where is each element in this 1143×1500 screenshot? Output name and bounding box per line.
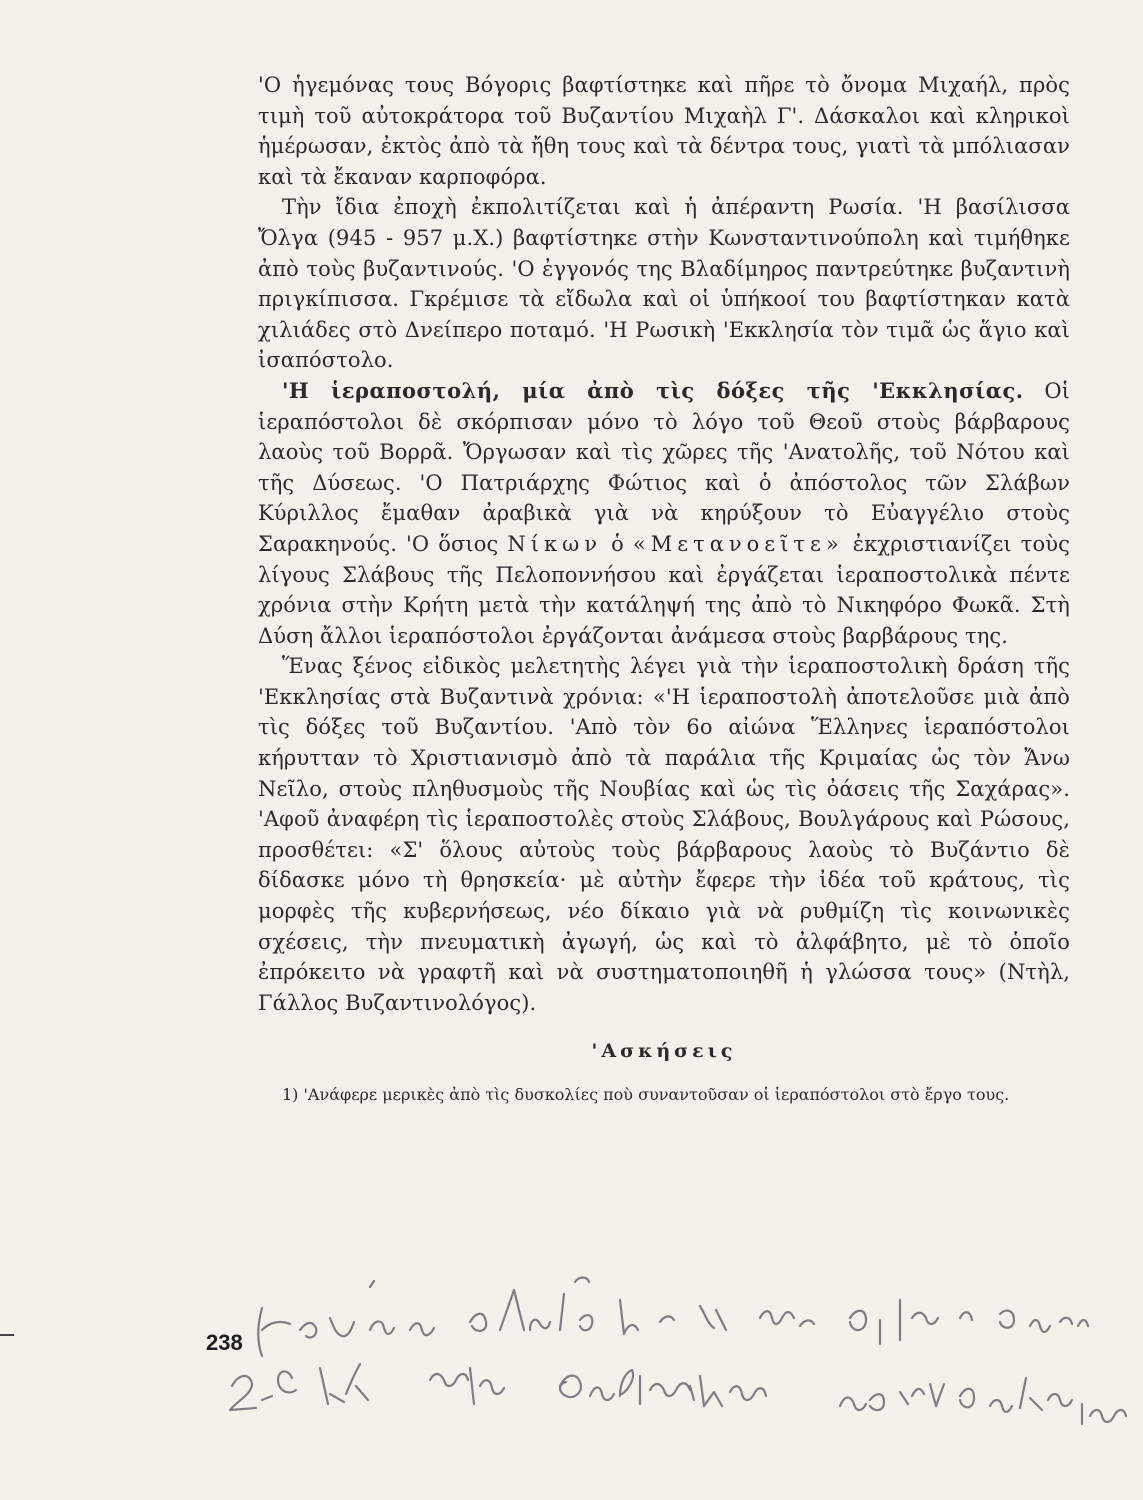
missions-text-part3: ἐκχριστιανίζει τοὺς λίγους Σλάβους τῆς Πελοποννήσου καὶ ἐργάζεται ἱεραποστολικὰ πέντε χρόνια στὴν Κρήτη μετὰ τὴν κατάληψή της ἀπὸ τὸ Νικηφόρο Φωκᾶ. Στὴ Δύση ἄλλοι ἱεραπόστολοι ἐργάζονται ἀνάμεσα στοὺς βαρβάρους της. <box>258 531 1070 648</box>
exercise-item-1: 1) 'Ανάφερε μερικὲς ἀπὸ τὶς δυσκολίες ποὺ συναντοῦσαν οἱ ἱεραπόστολοι στὸ ἔργο τους. <box>282 1085 1010 1105</box>
paragraph-scholar-quote: Ἕνας ξένος εἰδικὸς μελετητὴς λέγει γιὰ τὴν ἱεραποστολικὴ δράση τῆς 'Εκκλησίας στὰ Βυζαντινὰ χρόνια: «'Η ἱεραποστολὴ ἀποτελοῦσε μιὰ ἀπὸ τὶς δόξες τοῦ Βυζαντίου. 'Απὸ τὸν 6ο αἰώνα Ἕλληνες ἱεραπόστολοι κήρυτταν τὸ Χριστιανισμὸ ἀπὸ τὰ παράλια τῆς Κριμαίας ὡς τὸν Ἄνω Νεῖλο, στοὺς πληθυσμοὺς τῆς Νουβίας καὶ ὡς τὶς ὀάσεις τῆς Σαχάρας». 'Αφοῦ ἀναφέρη τὶς ἱεραποστολὲς στοὺς Σλάβους, Βουλγάρους καὶ Ρώσους, προσθέτει: «Σ' ὅλους αὐτοὺς τοὺς βάρβαρους λαοὺς τὸ Βυζάντιο δὲ δίδασκε μόνο τὴ θρησκεία· μὲ αὐτὴν ἔφερε τὴν ἰδέα τοῦ κράτους, τὶς μορφὲς τῆς κυβερνήσεως, νέο δίκαιο γιὰ νὰ ρυθμίζη τὶς κοινωνικὲς σχέσεις, τὴν πνευματικὴ ἀγωγή, ὡς καὶ τὸ ἀλφάβητο, μὲ τὸ ὁποῖο ἐπρόκειτο νὰ γραφτῆ καὶ νὰ συστηματοποιηθῆ ἡ γλώσσα τους» (Ντὴλ, Γάλλος Βυζαντινολόγος). <box>258 654 1070 1015</box>
handwriting-small-mark <box>370 1278 589 1288</box>
handwriting-line-2 <box>230 1364 1126 1424</box>
body-text <box>258 70 1070 1106</box>
spaced-name-nikon: Νίκων <box>507 531 603 556</box>
paragraph-russia: Τὴν ἴδια ἐποχὴ ἐκπολιτίζεται καὶ ἡ ἀπέραντη Ρωσία. 'Η βασίλισσα Ὄλγα (945 - 957 μ.Χ.) βαφτίστηκε στὴν Κωνσταντινούπολη καὶ τιμήθηκε ἀπὸ τοὺς βυζαντινούς. 'Ο ἐγγονός της Βλαδίμηρος παντρεύτηκε βυζαντινὴ πριγκίπισσα. Γκρέμισε τὰ εἴδωλα καὶ οἱ ὑπήκοοί του βαφτίστηκαν κατὰ χιλιάδες στὸ Δνείπερο ποταμό. 'Η Ρωσικὴ 'Εκκλησία τὸν τιμᾶ ὡς ἅγιο καὶ ἰσαπόστολο. <box>258 195 1070 373</box>
missions-bold-heading: 'Η ἱεραποστολή, μία ἀπὸ τὶς δόξες τῆς 'Εκκλησίας. <box>282 377 1024 403</box>
paragraph-missions <box>258 376 1070 651</box>
spaced-nickname: «Μετανοεῖτε» <box>632 531 844 556</box>
exercises-heading: 'Ασκήσεις <box>591 1040 737 1063</box>
paragraph-bogoris: 'Ο ἡγεμόνας τους Βόγορις βαφτίστηκε καὶ πῆρε τὸ ὄνομα Μιχαήλ, πρὸς τιμὴ τοῦ αὐτοκράτορα τοῦ Βυζαντίου Μιχαὴλ Γ'. Δάσκαλοι καὶ κληρικοὶ ἡμέρωσαν, ἐκτὸς ἀπὸ τὰ ἤθη τους καὶ τὰ δέντρα τους, γιατὶ τὰ μπόλιασαν καὶ τὰ ἔκαναν καρποφόρα. <box>258 73 1070 189</box>
margin-tick-mark <box>0 1334 14 1336</box>
handwriting-line-1 <box>258 1290 1088 1356</box>
missions-text-part1: Οἱ ἱεραπόστολοι δὲ σκόρπισαν μόνο τὸ λόγο τοῦ Θεοῦ στοὺς βάρβαρους λαοὺς τοῦ Βορρᾶ. Ὄργωσαν καὶ τὶς χῶρες τῆς 'Ανατολῆς, τοῦ Νότου καὶ τῆς Δύσεως. 'Ο Πατριάρχης Φώτιος καὶ ὁ ἀπόστολος τῶν Σλάβων Κύριλλος ἔμαθαν ἀραβικὰ γιὰ νὰ κηρύξουν τὸ Εὐαγγέλιο στοὺς Σαρακηνούς. 'Ο ὅσιος <box>258 378 1070 556</box>
page-number: 238 <box>206 1330 243 1355</box>
missions-text-part2: ὁ <box>602 531 633 556</box>
